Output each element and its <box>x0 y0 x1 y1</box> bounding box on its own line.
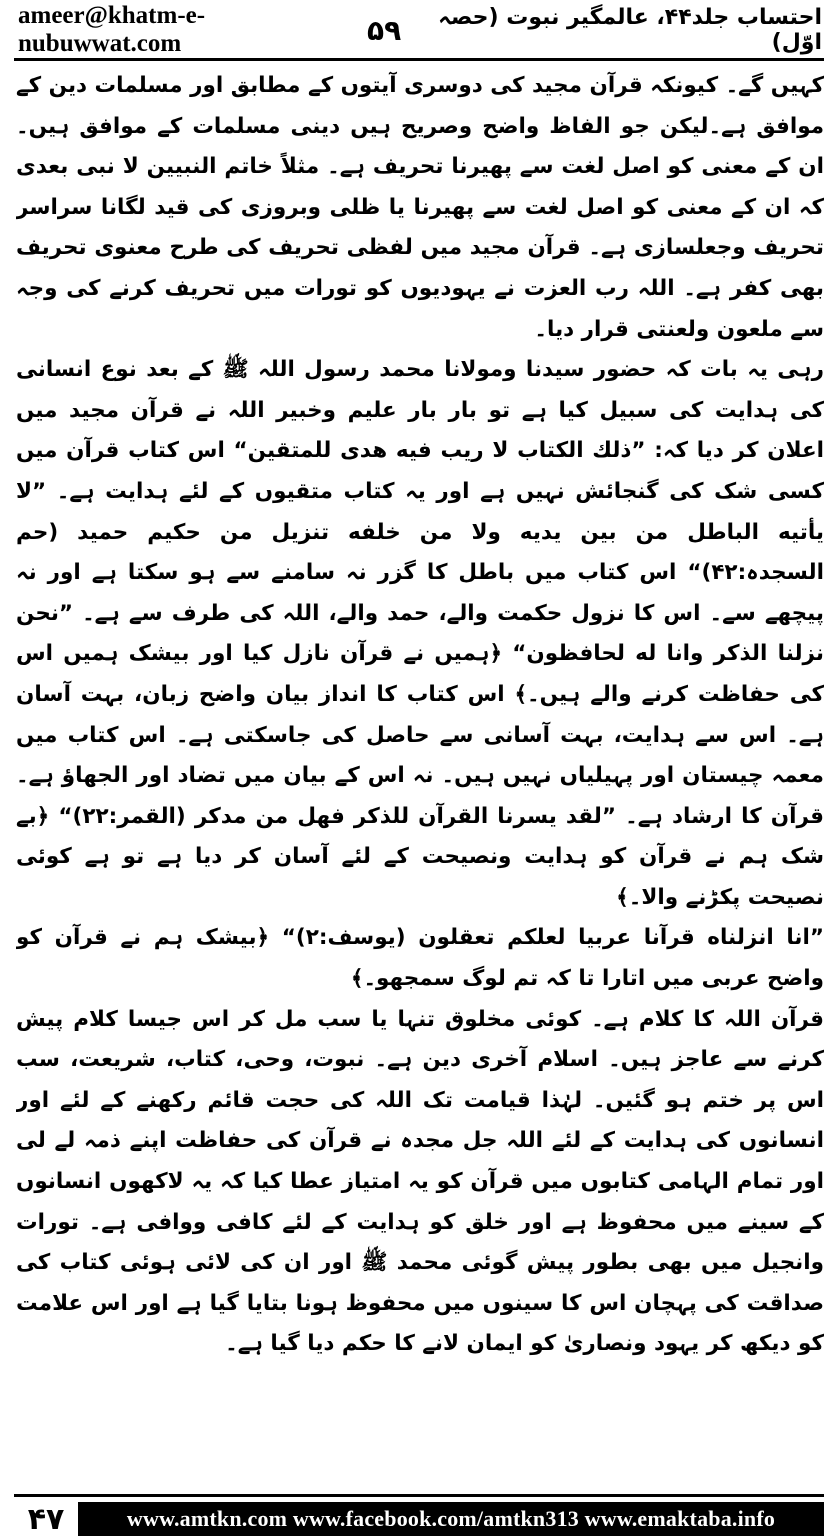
page-header <box>18 2 822 57</box>
page-body-text <box>16 66 824 1461</box>
header-left <box>18 2 401 58</box>
page-footer <box>14 1494 824 1537</box>
footer-page-number: ۴۷ <box>27 1501 65 1537</box>
paragraph-2: رہی یہ بات کہ حضور سیدنا ومولانا محمد رسول اللہ ﷺ کے بعد نوع انسانی کی ہدایت کی سبیل کیا ہے تو بار بار علیم وخبیر اللہ نے قرآن مجید میں اعلان کر دیا کہ: ”ذلك الكتاب لا ريب فيه هدى للمتقين“ اس کتاب قرآن میں کسی شک کی گنجائش نہیں ہے اور یہ کتاب متقیوں کے لئے ہدایت ہے۔ ”لا يأتيه الباطل من بين يديه ولا من خلفه تنزيل من حكيم حميد (حم السجدہ:۴۲)“ اس کتاب میں باطل کا گزر نہ سامنے سے ہو سکتا ہے اور نہ پیچھے سے۔ اس کا نزول حکمت والے، حمد والے، اللہ کی طرف سے ہے۔ ”نحن نزلنا الذكر وانا له لحافظون“ ﴿ہمیں نے قرآن نازل کیا اور بیشک ہمیں اس کی حفاظت کرنے والے ہیں۔﴾ اس کتاب کا انداز بیان واضح زبان، بہت آسان ہے۔ اس سے ہدایت، بہت آسانی سے حاصل کی جاسکتی ہے۔ اس کتاب میں معمہ چیستان اور پہیلیاں نہیں ہیں۔ نہ اس کے بیان میں تضاد اور الجھاؤ ہے۔ قرآن کا ارشاد ہے۔ ”لقد يسرنا القرآن للذكر فهل من مدكر (القمر:۲۲)“ ﴿بے شک ہم نے قرآن کو ہدایت ونصیحت کے لئے آسان کر دیا ہے تو ہے کوئی نصیحت پکڑنے والا۔﴾ <box>16 357 824 910</box>
paragraph-1: کہیں گے۔ کیونکہ قرآن مجید کی دوسری آیتوں کے مطابق اور مسلمات دین کے موافق ہے۔لیکن جو الفاظ واضح وصریح ہیں دینی مسلمات کے موافق ہیں۔ ان کے معنی کو اصل لغت سے پھیرنا تحریف ہے۔ مثلاً خاتم النبیین لا نبی بعدی کہ ان کے معنی کو اصل لغت سے پھیرنا یا ظلی وبروزی کی قید لگانا سراسر تحریف وجعلسازی ہے۔ قرآن مجید میں لفظی تحریف کی طرح معنوی تحریف بھی کفر ہے۔ اللہ رب العزت نے یہودیوں کو تورات میں تحریف کرنے کی وجہ سے ملعون ولعنتی قرار دیا۔ <box>16 73 824 342</box>
footer-links-bar[interactable]: www.amtkn.com www.facebook.com/amtkn313 www.emaktaba.info <box>78 1502 824 1536</box>
paragraph-3: ”انا انزلناه قرآنا عربيا لعلكم تعقلون (يوسف:۲)“ ﴿بیشک ہم نے قرآن کو واضح عربی میں اتارا تا کہ تم لوگ سمجھو۔﴾ <box>16 925 824 992</box>
header-book-title: احتساب جلد۴۴، عالمگیر نبوت (حصہ اوّل) <box>438 5 822 55</box>
paragraph-4: قرآن اللہ کا کلام ہے۔ کوئی مخلوق تنہا یا سب مل کر اس جیسا کلام پیش کرنے سے عاجز ہیں۔ اسلام آخری دین ہے۔ نبوت، وحی، کتاب، شریعت، سب اس پر ختم ہو گئیں۔ لہٰذا قیامت تک اللہ کی حجت قائم رکھنے کے لئے اور انسانوں کی ہدایت کے لئے اللہ جل مجدہ نے قرآن کی حفاظت اپنے ذمہ لے لی اور تمام الہامی کتابوں میں قرآن کو یہ امتیاز عطا کیا کہ یہ لاکھوں انسانوں کے سینے میں محفوظ ہے اور خلق کو ہدایت کے لئے کافی ووافی ہے۔ تورات وانجیل میں بھی بطور پیش گوئی محمد ﷺ اور ان کی لائی ہوئی کتاب کی صداقت کی پہچان اس کا سینوں میں محفوظ ہونا بتایا گیا ہے اور اس علامت کو دیکھ کر یہود ونصاریٰ کو ایمان لانے کا حکم دیا گیا ہے۔ <box>16 1006 824 1357</box>
header-rule <box>14 58 824 61</box>
header-email[interactable]: ameer@khatm-e-nubuwwat.com <box>18 2 206 57</box>
header-page-number: ۵۹ <box>367 13 402 47</box>
